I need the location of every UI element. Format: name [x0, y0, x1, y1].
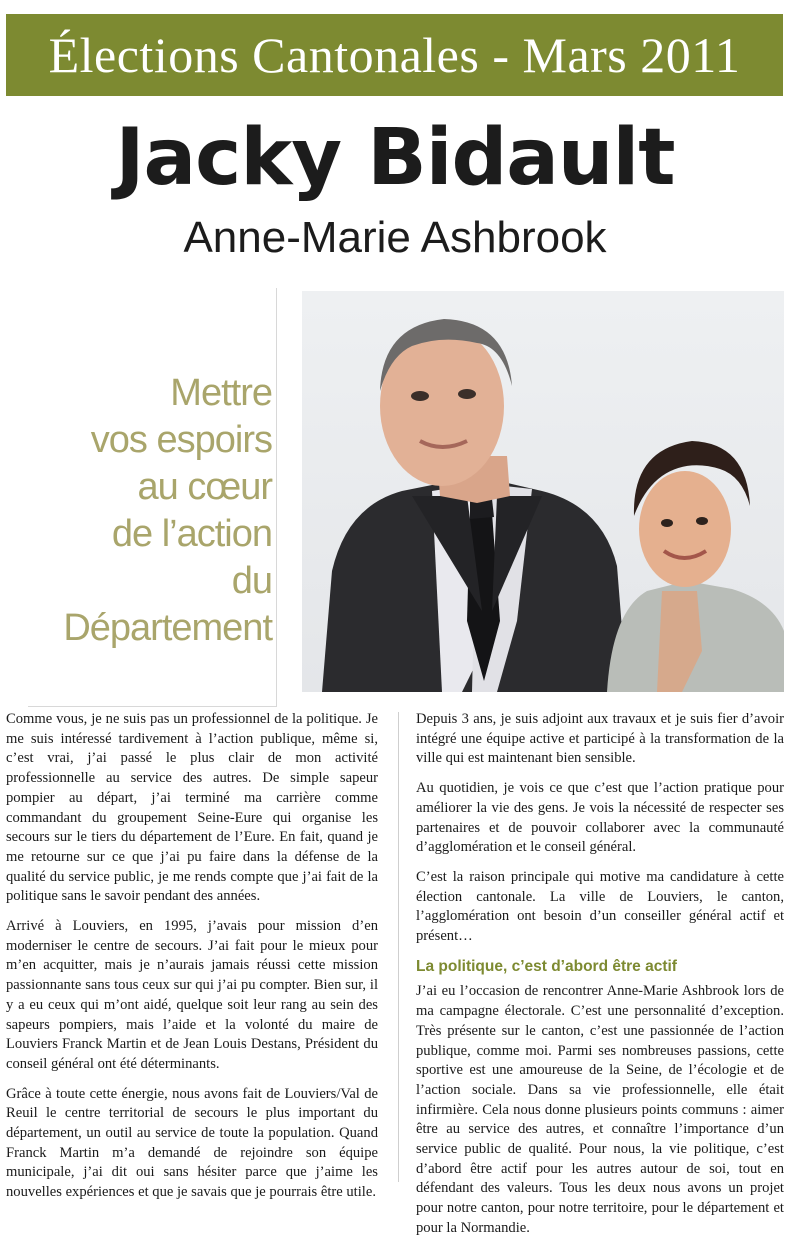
article-paragraph: Arrivé à Louviers, en 1995, j’avais pour mission d’en moderniser le centre de secours. J’ai fait pour le mieux pour m’en acquitter, mais je n’aurais jamais réussi cette mission passionnante sans tous ceux sur qui j’ai pu compter. Bien sur, il y a eu ceux qui m’ont aidé, quelque soit leur rang au sein des sapeurs pompiers, mais l’aide et la volonté du maire de Louviers Franck Martin et de Jean Louis Destans, Président du conseil général ont été déterminants.: [6, 918, 378, 1072]
slogan-line: de l’action: [111, 513, 272, 555]
slogan-line: vos espoirs: [90, 419, 272, 461]
article-left-column: [6, 710, 378, 1213]
article-paragraph: Grâce à toute cette énergie, nous avons fait de Louviers/Val de Reuil le centre territorial de secours le plus important du département, un outil au service de toute la population. Quand Franck Martin m’a demandé de rejoindre son équipe municipale, j’ai dit oui sans hésiter parce que j’aime les nouvelles expériences et que je savais que je pourrais être utile.: [6, 1085, 378, 1201]
article-paragraph: Comme vous, je ne suis pas un professionnel de la politique. Je me suis intéressé tardivement à l’action publique, même si, c’est vrai, j’ai passé le plus clair de mon activité professionnelle au service des autres. De simple sapeur pompier au départ, j’ai terminé ma carrière comme commandant du groupement Seine-Eure qui organise les secours sur le tiers du département de l’Eure. En fait, quand je me retourne sur ce que j’ai pu faire dans la défense de la qualité du service public, je me rends compte que j’ai fait de la politique sans le savoir pendant des années.: [6, 711, 378, 905]
column-divider: [398, 712, 399, 1182]
banner-title: Élections Cantonales - Mars 2011: [48, 27, 741, 83]
slogan-line: Mettre: [170, 372, 272, 414]
candidates-photo: [302, 291, 784, 692]
election-banner: [6, 14, 783, 96]
candidate-name: Jacky Bidault: [115, 113, 675, 203]
slogan-box: [28, 288, 277, 707]
slogan: [63, 370, 272, 652]
article-paragraph: Depuis 3 ans, je suis adjoint aux travaux et je suis fier d’avoir intégré une équipe active et participé à la transformation de la ville qui est maintenant bien sensible.: [416, 711, 784, 767]
substitute-name: Anne-Marie Ashbrook: [183, 213, 607, 262]
candidates-photo-illustration: [302, 291, 784, 692]
slogan-line: au cœur: [137, 466, 272, 508]
article-subheading: La politique, c’est d’abord être actif: [416, 957, 677, 975]
slogan-line: du: [231, 560, 272, 602]
article-paragraph: C’est la raison principale qui motive ma candidature à cette élection cantonale. La ville de Louviers, le canton, l’agglomération ont besoin d’un conseiller général actif et présent…: [416, 868, 784, 945]
slogan-line: Département: [63, 607, 272, 649]
article-paragraph: Au quotidien, je vois ce que c’est que l’action pratique pour améliorer la vie des gens. Je vois la nécessité de respecter ses partenaires et de pouvoir collaborer avec la communauté d’agglomération et le conseil général.: [416, 780, 784, 856]
article-right-column: [416, 710, 784, 1249]
article-paragraph: J’ai eu l’occasion de rencontrer Anne-Marie Ashbrook lors de ma campagne électorale. C’est une personnalité d’exception. Très présente sur le canton, c’est une passionnée de l’action publique, comme moi. Parmi ses nombreuses passions, cette sportive est une amoureuse de la Seine, de l’écologie et de l’action sociale. Dans sa vie professionnelle, elle était infirmière. Cela nous donne plusieurs points communs : aimer être au service des autres, et connaître l’importance d’un service public de qualité. Pour nous, la vie politique, c’est d’abord être actif pour les autres autour de soi, tout en défendant des valeurs. Tous les deux nous avons un projet pour notre canton, pour notre territoire, pour le département et pour la Normandie.: [416, 983, 784, 1236]
